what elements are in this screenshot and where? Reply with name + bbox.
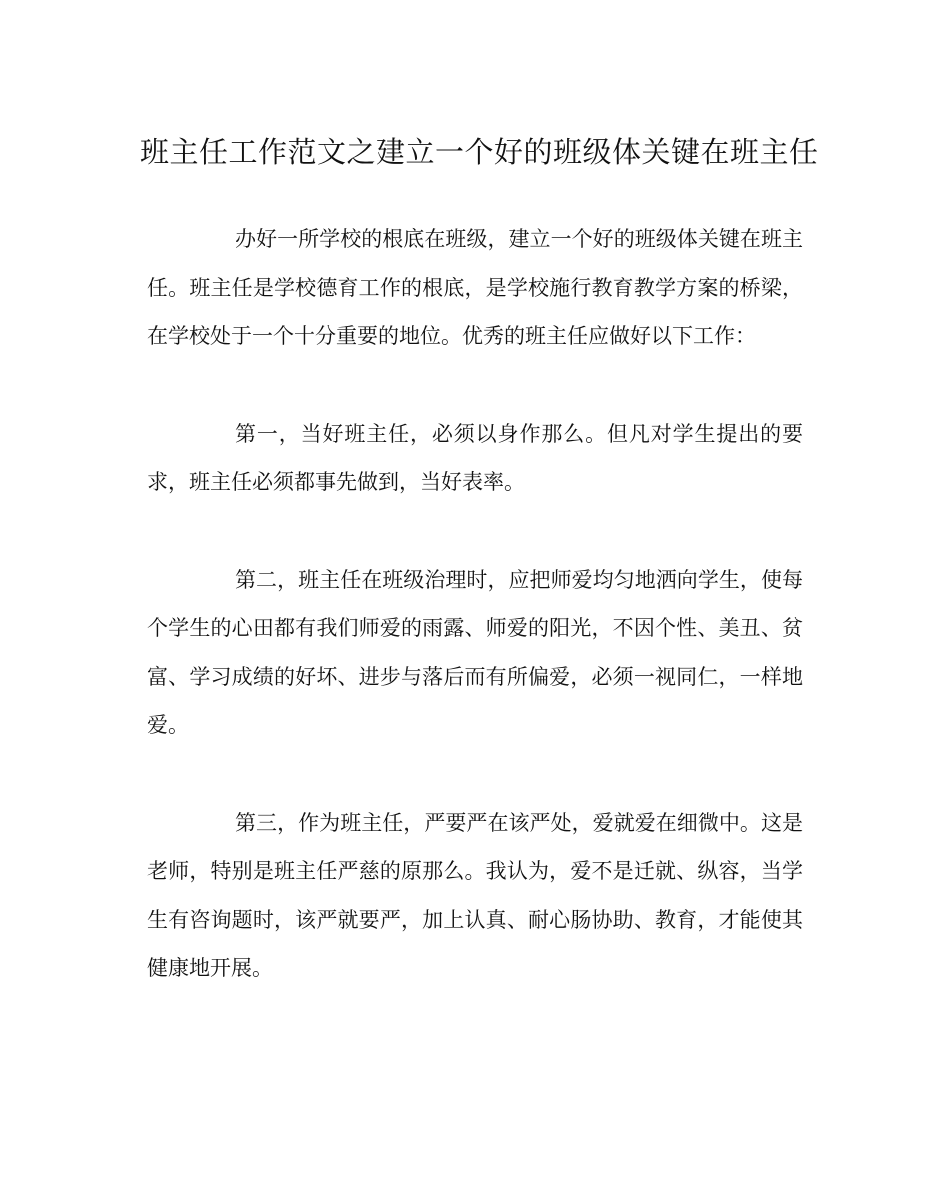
- paragraph-first-point: 第一，当好班主任，必须以身作那么。但凡对学生提出的要求，班主任必须都事先做到，当好表率。: [147, 421, 803, 494]
- paragraph-intro: 办好一所学校的根底在班级，建立一个好的班级体关键在班主任。班主任是学校德育工作的根底，是学校施行教育教学方案的桥梁，在学校处于一个十分重要的地位。优秀的班主任应做好以下工作：: [147, 227, 803, 348]
- paragraph-second-point: 第二，班主任在班级治理时，应把师爱均匀地洒向学生，使每个学生的心田都有我们师爱的雨露、师爱的阳光，不因个性、美丑、贫富、学习成绩的好坏、进步与落后而有所偏爱，必须一视同仁，一样地爱。: [147, 567, 803, 737]
- document-body: [147, 215, 803, 1042]
- document-title: 班主任工作范文之建立一个好的班级体关键在班主任: [140, 135, 819, 169]
- paragraph-third-point: 第三，作为班主任，严要严在该严处，爱就爱在细微中。这是老师，特别是班主任严慈的原那么。我认为，爱不是迁就、纵容，当学生有咨询题时，该严就要严，加上认真、耐心肠协助、教育，才能使其健康地开展。: [147, 810, 803, 980]
